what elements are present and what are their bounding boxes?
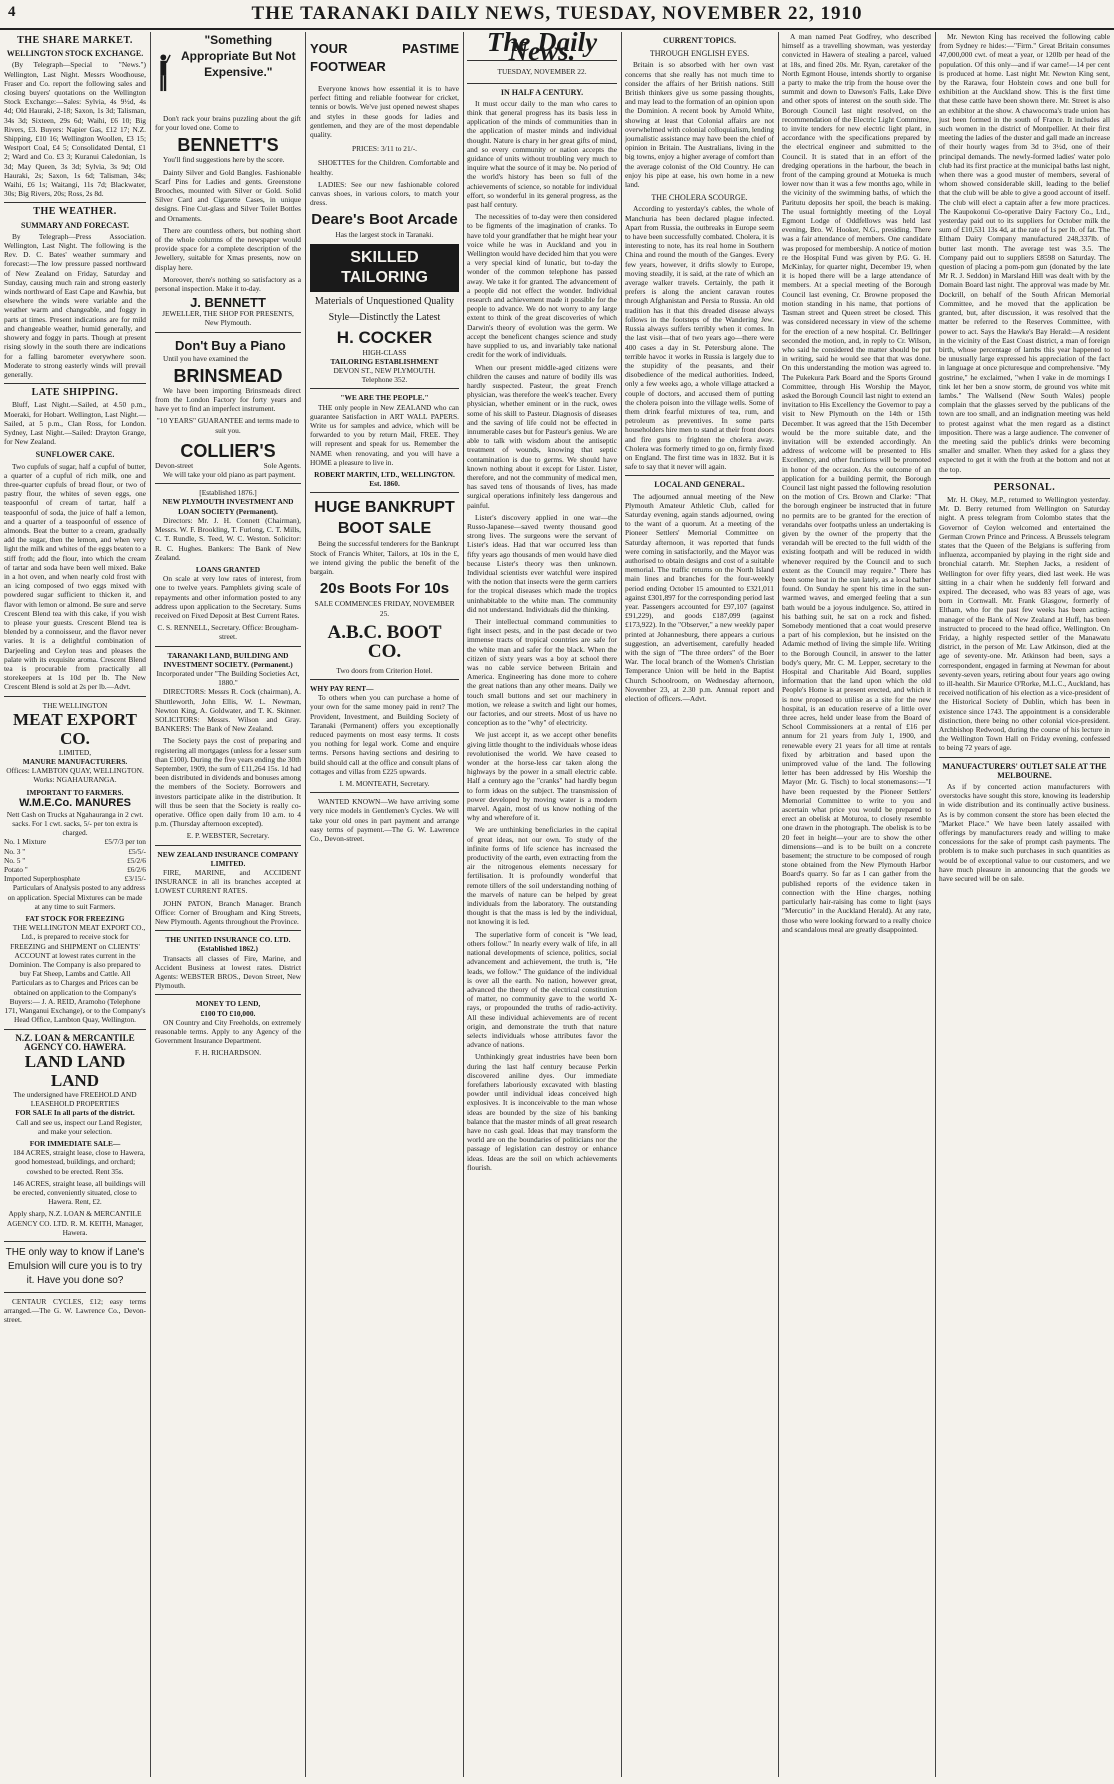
- cocker-telephone: Telephone 352.: [361, 375, 408, 385]
- meat-ad-manure: MANURE MANUFACTURERS.: [22, 757, 128, 767]
- through-english-eyes-heading: THROUGH ENGLISH EYES.: [649, 49, 750, 59]
- divider: [4, 202, 146, 203]
- skilled-tailoring-banner: SKILLED TAILORING: [310, 244, 459, 292]
- masthead: [0, 0, 1114, 30]
- deare-sub: Has the largest stock in Taranaki.: [335, 230, 434, 240]
- divider: [310, 492, 459, 493]
- shipping-text: Bluff, Last Night.—Sailed, at 4.50 p.m., Moeraki, for Hobart. Wellington, Last Night.—Sailed, at 5 p.m., Clan Ross, for London. Sydney, Last Night.—Sailed: Drayton Grange, for New Zealand.: [4, 400, 146, 447]
- editorial-paragraph: Unthinkingly great industries have been born during the last half century because Perkin discovered aniline dyes. Our immediate forefathers laboriously excavated with blasting powder until individual ideas conceived high explosives. It is inconceivable to the man whose ideas are bounded by the size of his banking balance that the master minds of all great research have no cash goal. Ideas that may transform the world are on the boundaries of politicians nor the passage of legislation can destroy or enhance ideas. Ideas are the soil on which achievements flourish.: [467, 1052, 617, 1172]
- shipping-heading: LATE SHIPPING.: [31, 387, 119, 399]
- meat-ad-company: MEAT EXPORT CO.: [13, 709, 137, 748]
- loans-granted-heading: LOANS GRANTED: [195, 564, 261, 574]
- pastime-body: Everyone knows how essential it is to have perfect fitting and reliable footwear for cricket, tennis or bowls. We've just opened newest shapes and styles in these goods for ladies and gentlemen, and they are of the most dependable quality.: [310, 84, 459, 140]
- divider: [310, 388, 459, 389]
- abc-boot-co: A.B.C. BOOT CO.: [327, 621, 442, 662]
- centaur-cycles-ad: CENTAUR CYCLES, £12; easy terms arranged.—The G. W. Lawrence Co., Devon-street.: [4, 1296, 146, 1325]
- divider: [4, 1029, 146, 1030]
- why-pay-rent-heading: WHY PAY RENT—: [310, 683, 374, 693]
- divider: [155, 483, 301, 484]
- column-rule: [150, 32, 151, 1777]
- land-146: 146 ACRES, straight lease, all buildings will be erected, conveniently situated, close to Hawera. Rent, £2.: [12, 1178, 146, 1207]
- bennett-moreover: Moreover, there's nothing so satisfactory as a personal inspection. Make it to-day.: [155, 274, 301, 294]
- divider: [155, 994, 301, 995]
- meat-ad-farmers: IMPORTANT TO FARMERS.: [26, 787, 124, 797]
- cocker-high-class: HIGH-CLASS: [362, 347, 407, 357]
- column-4: [467, 32, 617, 1777]
- divider: [310, 679, 459, 680]
- nz-loan-heading: N.Z. LOAN & MERCANTILE AGENCY CO. HAWERA.: [15, 1032, 135, 1052]
- abc-location: Two doors from Criterion Hotel.: [336, 665, 433, 675]
- huge-bankrupt-sale-heading: HUGE BANKRUPT BOOT SALE: [314, 499, 455, 538]
- why-pay-rent-body: To others when you can purchase a home of your own for the same money paid in rent? The Provident, Investment, and Building Society of Taranaki (Permanent) offers you exceptionally reduced payments on most easy terms. It costs you nothing for legal work. Come and enquire terms. Persons having sections and desiring to build should call at the office and consult plans of cottages and villas from £225 upwards.: [310, 693, 459, 776]
- divider: [310, 792, 459, 793]
- ladies-text: LADIES: See our new fashionable colored canvas shoes, in various colors, to match your dress.: [310, 179, 459, 208]
- share-market-text: (By Telegraph—Special to "News.") Wellington, Last Night. Messrs Woodhouse, Fraser and Co. report the following sales and closing buyers' quotations on the Wellington Stock Exchange:—Sales: Sylvia, 4s 9½d, 4s 4d; Old Hauraki, 2-18; Saxon, 1s 3d; Talisman, 34s 3d; Sixteen, 29s 6d; Waihi, £6 10; Big Rivers, £3. Buyers: Napier Gas, £12 17; N.Z. Shipping, £10 16; Wellington Woollen, £3 15; Westport Coal, £4 5; Consolidated Dental, £1 2; Ward and Co. £3 3; Kuranui Caledonian, 1s 3d; May Queen, 3s 3d; Sylvia, 3s 9d; Old Hauraki, 2s; Saxon, 1s 6d; Talisman, 34s; Waihi, £6 1s; Waitangi, 11s 7d; Blackwater, 30s; Big Rivers, 20s; Ross, 2s 8d.: [4, 60, 146, 199]
- editorial-paragraph: The necessities of to-day were then considered to be figments of the imagination of cranks. To have told your grandfather that he might hear your voice while he was in Auckland and you in Wellington would have decided him that you were a very special kind of lunatic, but to-day the wonder of the common telephone has passed away. We take it for granted. The advancement of a people did not effect the wonder. Individual research and achievement made it possible for the people to advance. We do not worry to any large extent to think of the great discoveries of which Darwin's theory of evolution was the germ. We accept the beneficent changes science and study have supplied to us, and invariably take national credit for the work of individuals.: [467, 212, 617, 360]
- united-insurance-body: Transacts all classes of Fire, Marine, and Accident Business at lowest rates. District Agents: WEBSTER BROS., Devon Street, New Plymouth.: [155, 953, 301, 991]
- personal-heading: PERSONAL.: [993, 481, 1056, 493]
- cocker-establishment: TAILORING ESTABLISHMENT: [330, 356, 439, 366]
- divider: [4, 1292, 146, 1293]
- cocker-address: DEVON ST., NEW PLYMOUTH.: [333, 366, 436, 376]
- taranaki-incorporated: Incorporated under "The Building Societies Act, 1880.": [156, 668, 300, 688]
- column-rule: [463, 32, 464, 1777]
- united-insurance-heading: THE UNITED INSURANCE CO. LTD. (Established 1862.): [165, 935, 291, 954]
- we-are-people-heading: "WE ARE THE PEOPLE.": [340, 393, 429, 403]
- meat-ad-limited: LIMITED,: [58, 747, 92, 757]
- bennett-list: Dainty Silver and Gold Bangles. Fashionable Scarf Pins for Ladies and gents. Greenstone Brooches, mounted with Silver or Gold. Solid Silver Card and Cigarette Cases, in unique designs. Fine Cut-glass and Silver Toilet Bottles and Ornaments.: [155, 167, 301, 223]
- manure-name: No. 3 ": [4, 846, 26, 856]
- taranaki-directors: DIRECTORS: Messrs R. Cock (chairman), A. Shuttleworth, John Ellis, W. L. Newman, Newton King, A. Goldwater, and T. K. Skinner. SOLICITORS: Messrs. Wilson and Gray. BANKERS: The Bank of New Zealand.: [155, 687, 301, 734]
- divider: [4, 696, 146, 697]
- meat-ad-rates: Nett Cash on Trucks at Ngahauranga in 2 cwt. sacks. For 1 cwt. sacks, 5/- per ton extra is charged.: [6, 809, 144, 838]
- manure-name: No. 5 ": [4, 855, 26, 865]
- nz-insurance-signature: JOHN PATON, Branch Manager. Branch Office: Corner of Brougham and King Streets, New Plymouth. Agents throughout the Province.: [155, 898, 301, 927]
- column-rule: [935, 32, 936, 1777]
- colliers-name: COLLIER'S: [180, 440, 276, 461]
- fat-stock-text: THE WELLINGTON MEAT EXPORT CO., Ltd., is prepared to receive stock for FREEZING and SHIPMENT on CLIENTS' ACCOUNT at lowest rates current in the Dominion. The Company is also prepared to buy Fat Sheep, Lambs and Cattle. All Particulars as to Charges and Prices can be obtained on application to the Company's Buyers:— J. A. REID, Aramoho (Telephone 171, Wanganui Exchange), or to the Company's Head Office, Lambton Quay, Wellington.: [4, 923, 146, 1025]
- page-number: 4: [8, 4, 16, 20]
- newspaper-title: THE TARANAKI DAILY NEWS, TUESDAY, NOVEMBER 22, 1910: [251, 3, 863, 24]
- land-immediate: FOR IMMEDIATE SALE—: [29, 1138, 121, 1148]
- divider: [155, 930, 301, 931]
- manure-price-row: [4, 847, 146, 856]
- cake-recipe-text: Two cupfuls of sugar, half a cupful of butter, a quarter of a cupful of rich milk, one and three-quarter cupfuls of bread flour, or two of pastry flour, the whites of seven eggs, one teaspoonful of cream of tartar, half a teaspoonful of soda, the juice of half a lemon, and a quarter of a teaspoonful of essence of almonds. Beat the butter to a cream, gradually add the sugar, then the lemon, and when very light the milk and whites of the eggs beaten to a stiff froth; add the flour, into which the cream of tartar and soda have been well mixed. Bake in a hot oven, and when nearly cold frost with an icing composed of two eggs mixed with powdered sugar sufficient to thicken it, and flavor with lemon or almond. Be sure and serve Crescent Blend tea with this cake, if you wish to please your guests. Crescent Blend tea is blended by a connoisseur, and the flavor never varies. It is a delightful combination of Darjeeling and Ceylon teas and pleases the palate with its exquisite aroma. Crescent Blend tea is procurable from practically all storekeepers at 1s 10d per lb. The New Crescent Blend is sold at 2s per lb.—Advt.: [4, 461, 146, 692]
- shoettes-text: SHOETTES for the Children. Comfortable and healthy.: [310, 158, 459, 177]
- np-directors: Directors: Mr. J. H. Connett (Chairman), Messrs. W. F. Brookling, T. Furlong, C. T. Mills, C. T. Rundle, S. Teed, W. C. Weston. Solicitor: R. C. Hughes. Bankers: The Bank of New Zealand.: [155, 515, 301, 562]
- we-are-people-body: THE only people in New ZEALAND who can guarantee Satisfaction in ART WALL PAPERS. Write us for samples and advice, which will be forwarded to you by return Mail, FREE. They will represent and speak for us. Remember the NAME when renovating, and you will have a HOME a pleasure to live in.: [310, 402, 459, 467]
- sale-commences: SALE COMMENCES FRIDAY, NOVEMBER 25.: [314, 599, 455, 618]
- brinsmead-name: BRINSMEAD: [173, 365, 283, 386]
- money-to-lend-heading: MONEY TO LEND,: [195, 999, 261, 1009]
- column-rule: [778, 32, 779, 1777]
- land-heading: LAND LAND LAND: [24, 1051, 126, 1090]
- meat-ad-particulars: Particulars of Analysis posted to any address on application. Special Mixtures can be made at any time to suit Farmers.: [7, 883, 146, 911]
- manure-price: £5/2/6: [127, 855, 146, 865]
- twenty-shilling-boots: 20s Boots For 10s: [319, 580, 450, 598]
- manure-price-table: [4, 837, 146, 883]
- daily-news-masthead: The Daily News.: [486, 32, 598, 67]
- lanes-emulsion-ad: THE only way to know if Lane's Emulsion will cure you is to try it. Have you done so?: [5, 1246, 145, 1286]
- manure-price: £5/5/-: [128, 846, 146, 856]
- local-news-text: A man named Peat Godfrey, who described himself as a travelling showman, was yesterday convicted in Hawera of stealing a parcel, valued at 18s, and fined 20s. Mr. Ryan, caretaker of the North Egmont House, intends shortly to organise a party to make the trip from the house over the summit and down to Dawson's Falls, Lake Dive and other spots of interest on the south side. The Borough Council last night resolved, on the recommendation of the Electric Light Committee, to invite tenders for new electric light plant, in accordance with the specifications prepared by the electrical engineer and submitted to the Council. It is stated that in an effort of the dredging operations in the harbour, the beach in front of the camping ground at Motueka is much lower now than it was a few months ago, while in the vicinity of the swimming baths, of which the Paritutu deposits her spoil, the beach is making. The usual fortnightly meeting of the Loyal Egmont Lodge of Oddfellows was held last evening, Bro. W. Hooker, N.G., presiding. There was a fair attendance of members. One candidate was proposed for membership. A notice of motion re the Hospital Fund was given by P.G. G. H. McKinlay, for quarter night, December 19, when it is hoped there will be a large attendance of members. At a special meeting of the Borough Council last evening, Cr. Browne proposed the motion standing in his name, that portions of Tasman street and Queen street be closed. This was considered necessary in view of the scheme for the erection of a new hospital. Cr. Bellringer seconded the motion, and, in reply to Cr. Wilson, who said he considered the matter should be put in writing, said he would see that that was done. On this understanding the motion was agreed to. The Pukekura Park Board and the Sports Ground Committee, through His Worship the Mayor, asked the Borough Council last night to extend an invitation to His Excellency the Governor to pay a visit to New Plymouth on the 14th or 15th December. It was agreed that the 15th December would be the more suitable date, and the invitation will be extended accordingly. An address of welcome will be presented to His Excellency, and other functions will be promoted in honor of the occasion. As the outcome of an application for a building permit, the Borough Council last night passed the following resolution on the motion of Crs. Brown and Clarke: "That the borough engineer be instructed that in future no permits are to be granted for the erection of verandahs over footpaths unless an undertaking is given by the owner of the property that the verandah will be erected to the full width of the existing footpath and will be reduced in width whenever required by the Council and to such extent as the Council may require." There has been some heat in the sun lately, as a local bather found. On Sunday he spent his time in the sun-warmed waves, and emerged feeling that a sun bath would be a joyous indulgence. So, attired in his bathing suit, he sat on a rock and fished. Somebody mentioned that a coat would preserve a part of his complexion, but he insisted on the Adamic method of living the simple life. Writing to the Borough Council, in answer to the latter body's query, Mr. C. M. Lepper, secretary to the Hospital and Charitable Aid Board, supplies information that the land upon which the old People's Home is at present erected, and which it is now proposed to utilise as a site for the new hospital, is an education reserve of a little over three acres, held under lease from the Board of School Commissioners at a rental of £16 per annum for 21 years from July 1, 1900, and renewable every 21 years for all time at rentals fixed by arbitration and based upon the unimproved value of the land. The following letter has been addressed by His Worship the Mayor (Mr. G. Tisch) to local stonemasons:—"I have been requested by the Pioneer Settlers' Memorial Committee to write to you and ascertain what price you would be prepared to erect an obelisk at Moturoa, to closely resemble one drawn in the photograph. The obelisk is to be 20 feet in height—your are to show the other dimensions—and is to be built on a concrete basement; the structure to be composed of rough stone obtained from the New Plymouth Harbor Board's quarry. So far as I can gather from the published reports of the evidence taken in connection with the Hine charges, nothing particularly hair-raising has come to light (says "Mercutio" in the Auckland Herald). At any rate, those who were looking forward to a really choice and scandalous meal are greatly disappointed.: [782, 32, 931, 934]
- column-7: [939, 32, 1110, 1777]
- manure-price: £3/15/-: [124, 874, 146, 884]
- meat-ad-manures: W.M.E.Co. MANURES: [19, 796, 131, 809]
- collier-sole-agents: Sole Agents.: [263, 460, 301, 470]
- collier-payment: We will take your old piano as part payment.: [163, 470, 296, 480]
- pastime-footwear-heading: YOUR PASTIME FOOTWEAR: [310, 41, 459, 74]
- outlet-sale-heading: MANUFACTURERS' OUTLET SALE AT THE MELBOURNE.: [942, 761, 1107, 780]
- divider: [467, 83, 617, 84]
- bennett-ad-header: [155, 32, 301, 114]
- manure-name: Potato ": [4, 865, 28, 875]
- meat-ad-offices: Offices: LAMBTON QUAY, WELLINGTON. Works: NGAHAURANGA.: [6, 766, 144, 785]
- cholera-text: According to yesterday's cables, the whole of Manchuria has been declared plague infected. Apart from Russia, the outbreaks in Europe seem to have been successfully combated. Cholera, it is interesting to note, has its real home in Southern China and round the mouth of the Ganges. Every few years, however, it drifts slowly to Europe, moving steadily, it is said, at the rate of which an average walker travels. Certainly, the path it prefers is along the ancient caravan routes through Afghanistan and Persia to Russia. An old tradition has it that this dreaded disease always follows in the footsteps of the Wandering Jew. Russia always suffers terribly when it comes. In the last visit—that of two years ago—there were 400 cases a day in St. Petersburg alone. The terrible havoc it works in Russia is largely due to the stupidity of the peasants, and their disobedience of the medical authorities. Indeed, only a few weeks ago, a whole village attacked a couple of doctors, and accused them of putting the cholera poison into the village wells. Some of them drink fearful mixtures of tea, rum, and petroleum as preventives. In some parts householders hire men to stand at their front doors and fire guns to frighten the cholera away. Cholera was formerly timed to go on, firmly fixed on England. The first time was in 1832. But it is safe to say that it never will again.: [625, 204, 774, 472]
- bankrupt-sale-body: Being the successful tenderers for the Bankrupt Stock of Francis Whiter, Tailors, at 10s in the £, we intend giving the public the benefit of the bargain.: [310, 539, 459, 577]
- pastime-prices: PRICES: 3/11 to 21/-.: [351, 144, 418, 154]
- cholera-heading: THE CHOLERA SCOURGE.: [651, 193, 748, 203]
- manure-name: No. 1 Mixture: [4, 837, 47, 847]
- column-rule: [305, 32, 306, 1777]
- divider: [155, 845, 301, 846]
- wanted-known-ad: WANTED KNOWN—We have arriving some very nice models in Gentlemen's Cycles. We will take your old ones in part payment and arrange easy terms of payment.—The G. W. Lawrence Co., Devon-street.: [310, 797, 459, 843]
- land-call: Call and see us, inspect our Land Register, and make your selection.: [16, 1117, 142, 1136]
- current-topics-heading: CURRENT TOPICS.: [663, 36, 736, 45]
- bennetts-name: BENNETT'S: [177, 135, 279, 156]
- nz-loan-ad: [4, 1034, 146, 1237]
- local-general-heading: LOCAL AND GENERAL.: [654, 480, 745, 490]
- nz-insurance-body: FIRE, MARINE, and ACCIDENT INSURANCE in all its branches accepted at LOWEST CURRENT RATES.: [155, 868, 301, 896]
- land-sub: The undersigned have FREEHOLD AND LEASEHOLD PROPERTIES: [13, 1089, 137, 1109]
- dont-buy-piano-heading: Don't Buy a Piano: [175, 337, 286, 353]
- nz-insurance-heading: NEW ZEALAND INSURANCE COMPANY LIMITED.: [157, 849, 299, 868]
- manure-price-row: [4, 865, 146, 874]
- deare-boot-arcade: Deare's Boot Arcade: [311, 211, 458, 229]
- editorial-paragraph: When our present middle-aged citizens were children the causes and nature of bodily ills was hardly suspected. Pasteur, the great French physician, was therefore the week's teacher. Every physician, whether eminent or in the ruck, owes some of his skill to Pasteur. Diagnosis of diseases and the saving of life could not be effected in innumerable cases but for Pasteur's genius. We are able to talk with wisdom about the antiseptic treatment of wounds, knowing that septic contamination is due to germs. We should have known nothing about it except for Lister. Lister, therefore, and not the community of medical men, has saved tens of thousands of lives, has made surgical operations infinitely less dangerous and painful.: [467, 362, 617, 510]
- editorial-paragraph: Their intellectual command communities to fight insect pests, and in the past decade or two immense tracts of tropical countries are safe for the white man and safer for the black. When the citizen of sixty years was a boy at school there was no cable service between Britain and America. Engineering has done more to cohere the great nations than any other means. Daily we touch small buttons and set our machinery in motion, we release a switch and light our homes, our factories, and our streets. Most of us have no conception as to the "why" of electricity.: [467, 616, 617, 728]
- column-1: [4, 32, 146, 1777]
- column-2: [155, 32, 301, 1777]
- manure-price-row: [4, 856, 146, 865]
- personal-text: Mr. H. Okey, M.P., returned to Wellington yesterday. Mr. D. Berry returned from Wellington on Saturday night. A press telegram from Colombo states that the Governor of Ceylon welcomed and entertained the German Crown Prince and Princess. A Brussels telegram states that the Queen of the Belgians is suffering from influenza, accompanied by playing in the right side and bronchial catarrh. Mr. Stephen Jacks, a resident of Wellington for over fifty years, died last week. He was sitting in a chair when he suddenly fell forward and expired. The deceased, who was 83 years of age, was born in Cornwall. Mr. Frank Glasgow, formerly of Eltham, who for the past few weeks has been acting-manager of the Bank of New Zealand at Huff, has been instructed to proceed to the head office, Wellington. On Friday, a highly respected settler of the Manawatu district, in the person of Mr. Law Atkinson, died at the age of seventy-one. Mr. Atkinson had been, says a correspondent, engaged in farming at Newman for about seventy-seven years, retiring about four years ago owing to ill-health. Sir Maurice O'Rorke, M.L.C., Auckland, has received notification of his election as a vice-president of the Historical Society of Dublin, which has been in existence since 1743. The appointment is a considerable distinction, there being no other colonial vice-president. Archbishop Redwood, during the course of his lecture in the Wellington Town Hall on Friday evening, confessed to being 72 years of age.: [939, 494, 1110, 753]
- editorial-heading: IN HALF A CENTURY.: [500, 87, 584, 97]
- local-general-text: The adjourned annual meeting of the New Plymouth Amateur Athletic Club, called for Saturday evening, again stands adjourned, owing to the want of a quorum. At a meeting of the Pioneer Settlers' Memorial Committee on Saturday afternoon, it was reported that funds were coming in satisfactorily, and the Mayor was authorised to obtain designs and cost of a suitable memorial. The traffic returns on the North Island main lines and branches for the four-weekly period ending October 15 amounted to £321,011 against £301,897 for the corresponding period last year. Passengers accounted for £97,107 (against £91,229), and goods £187,099 (against £173,922). In the "Observer," a new weekly paper printed at Johannesburg, there appears a curious suggestion, an advertisement, carefully headed with the sign of "The three orders" of the Boer War. The local branch of the Women's Christian Temperance Union will be held in the Baptist Church Schoolroom, on Wednesday afternoon, November 23, at 2.30 p.m. Annual report and election of officers.—Advt.: [625, 491, 774, 704]
- weather-subheading: SUMMARY AND FORECAST.: [21, 220, 129, 230]
- tailoring-materials: Materials of Unquestioned Quality: [314, 295, 455, 307]
- editorial-paragraph: The superlative form of conceit is "We lead, others follow." In nearly every walk of life, in all national developments of science, politics, social advancement and achievement, the truth is, "He leads, we follow." The guidance of the individual is over all the earth. No nation, however great, advanced the theory of the electrical constitution of matter, no community gave to the world X-rays, or propounded the truths of radio-activity. All these individual achievements are of recent origin, and demonstrate the truth that nature selects individuals whose attributes favor the advance of nations.: [467, 929, 617, 1050]
- column-rule: [621, 32, 622, 1777]
- loans-body: On scale at very low rates of interest, from one to twelve years. Pamphlets giving scale of repayments and other information posted to any address upon application to the Secretary. Sums received on Fixed Deposit at Best Current Rates.: [155, 574, 301, 620]
- collier-address: Devon-street: [155, 460, 194, 470]
- weather-heading: THE WEATHER.: [33, 206, 117, 218]
- robert-martin: ROBERT MARTIN, LTD., WELLINGTON. Est. 1860.: [314, 470, 455, 489]
- outlet-sale-text: As if by concerted action manufacturers with overstocks have sought this store, knowing its leadership in wide distribution and its continually active business. As is by common consent the store has been elected the "Market Place." We have been lately assailed with offerings by manufacturers ready and willing to make concessions for the sake of prompt cash payments. The problem is to make such purchases in such quantities as would be of exceptional value to our customers, and we have much pleasure in announcing that the goods we have secured will be on sale.: [939, 782, 1110, 884]
- money-body: ON Country and City Freeholds, on extremely reasonable terms. Apply to any Agency of the Government Insurance Department.: [155, 1017, 301, 1046]
- editorial-paragraph: We just accept it, as we accept other benefits giving little thought to the individuals whose ideas revolutionised the world. We have ceased to wonder at the horse-less car taken along the highways by the power in a small electric cable. Half a century ago the "cranks" had hardly begun to form ideas on the subject. The transmission of power developed by moving water is a modern marvel. Again, most of us know nothing of the why and wherefore of it.: [467, 730, 617, 823]
- piano-until: Until you have examined the: [163, 353, 249, 363]
- column-5: [625, 32, 774, 1777]
- column-3: [310, 32, 459, 1777]
- editorial-date: TUESDAY, NOVEMBER 22.: [497, 67, 587, 77]
- why-pay-rent-signature: I. M. MONTEATH, Secretary.: [339, 778, 430, 788]
- bennett-intro: Don't rack your brains puzzling about the gift for your loved one. Come to: [155, 114, 301, 133]
- land-184: 184 ACRES, straight lease, close to Hawera, good homestead, buildings, and orchard; cowshed to be erected. Rent 35s.: [13, 1148, 145, 1176]
- bennett-more: There are countless others, but nothing short of the whole columns of the newspaper would provide space for a complete description of the Jewellery, suitable for Xmas presents, now on display here.: [155, 225, 301, 272]
- divider: [939, 478, 1110, 479]
- weather-text: By Telegraph—Press Association. Wellington, Last Night. The following is the Rev. D. C. Bates' weather summary and forecast:—The low pressure passed northward of New Zealand on Friday, Saturday and Sunday, causing much rain and strong easterly winds northward of East Cape and Kawhia, but elsewhere the winds were variable and the weather warm and changeable, and foggy in parts at times. Present indications are for mild and changeable weather, humid generally, and showery and foggy in parts. Though at present rising slowly in the south there are indications for a falling barometer everywhere soon. Moderate to strong easterly winds will prevail generally.: [4, 231, 146, 379]
- english-eyes-text: Britain is so absorbed with her own vast concerns that she really has not much time to consider the affairs of her British nations. Still British thinkers give us some passing thoughts, and may lead to the formation of an opinion upon the Dominion. A recent book by Arnold White, showing at least that Colonial affairs are not overwhelmed with colonial colloquialism, lending journalistic assistance may have been the chief of opinion in Britain. The Australians, living in the big towns, enjoy a higher average of comfort than the average colonist of the Old Country. He can enjoy his pipe at ease, his own home in a new land.: [625, 60, 774, 190]
- loans-signature: C. S. RENNELL, Secretary. Office: Brougham-street.: [157, 623, 299, 642]
- divider: [155, 646, 301, 647]
- piano-guarantee: "10 YEARS" GUARANTEE and terms made to suit you.: [156, 416, 300, 435]
- meat-export-ad: [4, 701, 146, 1025]
- manure-price-row: [4, 874, 146, 883]
- manure-price: £5/7/3 per ton: [104, 837, 146, 847]
- something-appropriate-heading: "Something Appropriate But Not Expensive.": [180, 33, 296, 79]
- meat-ad-top: THE WELLINGTON: [42, 700, 108, 710]
- manure-name: Imported Superphosphate: [4, 874, 81, 884]
- gentleman-figure-icon: [155, 32, 172, 114]
- editorial-paragraph: Lister's discovery applied in one war—the Russo-Japanese—saved twenty thousand good strong lives. The surgeons were the servant of Lister's ideas. Had that war occurred less than fifty years ago thousands of men would have died because Lister's theory was then unknown. Individual scientists ever watchful were inspired with the notion that insects were the germ carriers for the tropical diseases which made the tropics uninhabitable to the white man. The community did not understand. Individuals did the thinking.: [467, 512, 617, 614]
- manure-price: £6/2/6: [127, 865, 146, 875]
- column-6: [782, 32, 931, 1777]
- taranaki-signature: E. P. WEBSTER, Secretary.: [186, 831, 270, 841]
- fat-stock-heading: FAT STOCK FOR FREEZING: [25, 914, 125, 924]
- np-investment-heading: NEW PLYMOUTH INVESTMENT AND LOAN SOCIETY (Permanent).: [162, 497, 294, 516]
- money-amount: £100 TO £10,000.: [200, 1008, 256, 1018]
- established-note: [Established 1876.]: [199, 488, 257, 498]
- jbennett-address: JEWELLER, THE SHOP FOR PRESENTS, New Plymouth.: [162, 309, 294, 328]
- for-sale: FOR SALE In all parts of the district.: [15, 1108, 135, 1118]
- editorial-paragraph: It must occur daily to the man who cares to think that general progress has its basis less in application of the minds of communities than in the application of master minds and individual thought. Nature is chary in her great gifts of mind, and so every community or nation accepts the guidance of units without troubling very much to inquire what the source of it may be. No period of the world's history has been so full of the achievements of science, so notable for individual effort, so wonderful in its general progress, as the past half century.: [467, 98, 617, 210]
- land-apply: Apply sharp, N.Z. LOAN & MERCANTILE AGENCY CO. LTD. R. M. KEITH, Manager, Hawera.: [6, 1209, 144, 1237]
- share-market-heading: THE SHARE MARKET.: [17, 35, 133, 46]
- divider: [625, 475, 774, 476]
- cake-heading: SUNFLOWER CAKE.: [35, 450, 115, 460]
- bennett-suggestions: You'll find suggestions here by the score.: [163, 155, 285, 165]
- divider: [4, 383, 146, 384]
- piano-body: We have been importing Brinsmeads direct from the London Factory for forty years and have yet to find an imperfect instrument.: [155, 385, 301, 414]
- cocker-name: H. COCKER: [336, 327, 433, 347]
- jbennett-name: J. BENNETT: [190, 295, 266, 311]
- news-items-text: Mr. Newton King has received the following cable from Sydney re hides:—"Firm." Great Britain consumes 47,000,000 cwt. of meat a year, or 120lb per head of the population. Of this only—and if war came!—14 per cent is produced at home. Last night Mr. Newton King sent, by the Rarawa, four Holstein cows and one bull for exhibition at the Auckland show. This is the first time that these cattle have been shown there. Mr. Street is also an exhibitor at the show. A chawocoma's trade union has just been formed in the south of France. It includes all such women in the district of Montpellier. At their first meeting the ladies of the duster and gall made an increase of their hourly wages from 3d to 3½d, one of their principal demands. The newly-formed ladies' water polo club had its first practice at the municipal baths last night, when there was a good muster of members, several of whom showed considerable skill, leading to the belief that the club will be able to give a good account of itself. The club will elect a captain after a few more practices. The Kaupokonui Co-operative Dairy Factory Co., Ltd., yesterday paid out to its suppliers for October milk the sum of £10,531 13s 4d, at the rate of 1s per lb. of fat. The Eltham Dairy Company manufactured 248,337lb. of butter last month. The average test was 3.5. The Company paid out to suppliers £8598 on Saturday. The question of placing a pom-pom gun (donated by the late Mr R. J. Seddon) in Marsland Hill was dealt with by the Domain Board last night. The approval was made by Mr. Dockrill, on behalf of the South African Memorial Committee, and he moved that the application be granted, but, after discussion, it was resolved that the matter be referred to the Reserves Committee, with power to act. Says the Hawke's Bay Herald:—A resident in the vicinity of the East Coast district, a man of foreign birth, whose percentage of lambs this year happened to be unusually large expressed his appreciation of the fact in language at once picturesque and comprehensive. "My gostrine," he exclaimed, "when I vake in de mornings I tink let her ben a snow storm, de ground vos white mit lambs." The Wallsend (New South Wales) people complain that the glasses served by the publicans of the town are too small, and an indignation meeting was held to protest against what the men regard as a distinct imposition. There was a large audience. The convener of the meeting said the public's drinks were becoming smaller and smaller. When they asked for a glass they expected to get it with the froth at the bottom and not at the top.: [939, 32, 1110, 474]
- money-signature: F. H. RICHARDSON.: [194, 1048, 262, 1058]
- share-market-subheading: WELLINGTON STOCK EXCHANGE.: [6, 49, 144, 59]
- manure-price-row: [4, 837, 146, 846]
- divider: [4, 1241, 146, 1242]
- taranaki-building-heading: TARANAKI LAND, BUILDING AND INVESTMENT SOCIETY. (Permanent.): [163, 650, 293, 669]
- divider: [155, 332, 301, 333]
- editorial-paragraph: We are unthinking beneficiaries in the capital of great ideas, not our own. To study of the infinite forms of life science has increased the productivity of the earth, even extracting from the air the nitrogenous elements necessary for fertilisation. It is profoundly wonderful that remote tillers of the soil understanding nothing of the marvels of nature can be helped by great individuals from the laboratory. The outstanding thought is that the mass is led by the individual, not knowing it is led.: [467, 825, 617, 927]
- collier-address-row: [155, 461, 301, 470]
- tailoring-style: Style—Distinctly the Latest: [328, 311, 441, 323]
- taranaki-body: The Society pays the cost of preparing and registering all mortgages (unless for a lesser sum than £100). During the five years ending the 30th September, 1909, the sum of £11,264 15s. 1d had been distributed in dividends and bonuses among the members of the Society. Borrowers and investors participate alike in the distribution. It will thus be seen that the Society is really co-operative. Office open daily from 10 a.m. to 4 p.m. (Thursday afternoon excepted).: [155, 736, 301, 829]
- divider: [939, 757, 1110, 758]
